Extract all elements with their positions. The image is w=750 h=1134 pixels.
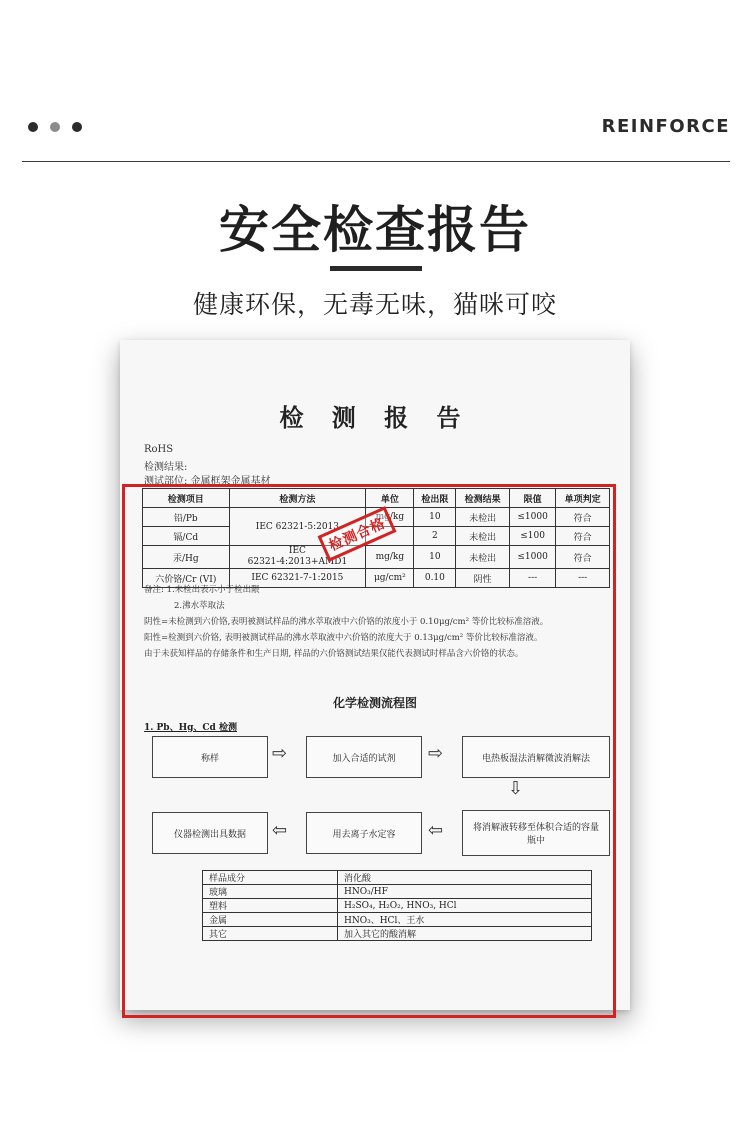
column-header: 限值	[509, 489, 555, 508]
column-header: 检测方法	[229, 489, 366, 508]
result-label: 检测结果:	[144, 462, 188, 473]
table-cell: 消化酸	[338, 871, 592, 885]
table-cell: 铅/Pb	[143, 508, 230, 527]
table-cell: ≤1000	[509, 508, 555, 527]
flow-subtitle: 1. Pb、Hg、Cd 检测	[144, 723, 237, 733]
table-cell: 未检出	[456, 508, 510, 527]
table-cell: 汞/Hg	[143, 546, 230, 569]
table-row	[203, 871, 592, 885]
table-cell: 10	[414, 546, 456, 569]
dot	[50, 122, 60, 132]
table-cell: 镉/Cd	[143, 527, 230, 546]
table-cell: 符合	[556, 508, 610, 527]
arrow-left-icon: ⇦	[272, 820, 288, 841]
table-cell: H₂SO₄, H₂O₂, HNO₃, HCl	[338, 899, 592, 913]
notes	[144, 582, 614, 662]
table-cell: HNO₃/HF	[338, 885, 592, 899]
flow-title: 化学检测流程图	[332, 696, 417, 710]
page-title: 安全检查报告	[219, 201, 531, 259]
flow-step: 仪器检测出具数据	[152, 812, 268, 854]
table-cell: 符合	[556, 527, 610, 546]
note-line: 阳性=检测到六价铬, 表明被测试样品的沸水萃取液中六价铬的浓度大于 0.13μg/cm² 等价比较标准溶液。	[144, 633, 543, 643]
table-cell: 0.10	[414, 569, 456, 588]
note-line: 由于未获知样品的存储条件和生产日期, 样品的六价铬测试结果仅能代表测试时样品含六价铬的状态。	[144, 649, 524, 659]
note-line: 阴性=未检测到六价铬,表明被测试样品的沸水萃取液中六价铬的浓度小于 0.10μg/cm² 等价比较标准溶液。	[144, 617, 549, 627]
column-header: 检测项目	[143, 489, 230, 508]
report-title: 检 测 报 告	[279, 403, 471, 432]
dot	[72, 122, 82, 132]
table-cell: 玻璃	[203, 885, 338, 899]
brand-label: REINFORCE	[601, 116, 730, 137]
acid-table	[202, 870, 592, 941]
table-cell: mg/kg	[366, 546, 414, 569]
table-cell: 金属	[203, 913, 338, 927]
table-cell: mg/kg	[366, 508, 414, 527]
method-line: 62321-4:2013+AMD1	[247, 557, 348, 567]
arrow-down-icon: ⇩	[508, 778, 524, 799]
dot	[28, 122, 38, 132]
table-cell: HNO₃、HCl、王水	[338, 913, 592, 927]
part-label: 测试部位: 金属框架金属基材	[144, 476, 271, 487]
flow-step: 称样	[152, 736, 268, 778]
table-cell: μg/cm²	[366, 569, 414, 588]
report-document	[120, 340, 630, 1010]
table-cell: 样品成分	[203, 871, 338, 885]
table-cell: 六价铬/Cr (VI)	[143, 569, 230, 588]
title-underline	[330, 266, 422, 271]
flow-step: 用去离子水定容	[306, 812, 422, 854]
table-row	[203, 913, 592, 927]
arrow-right-icon: ⇨	[428, 743, 444, 764]
table-row	[143, 546, 610, 569]
column-header: 单位	[366, 489, 414, 508]
column-header: 检出限	[414, 489, 456, 508]
divider	[22, 161, 730, 162]
column-header: 检测结果	[456, 489, 510, 508]
table-cell: ≤1000	[509, 546, 555, 569]
rohs-label: RoHS	[144, 444, 174, 455]
table-cell: 其它	[203, 927, 338, 941]
table-cell: 阴性	[456, 569, 510, 588]
table-cell: IEC 62321-5:2013	[229, 508, 366, 546]
table-cell: 未检出	[456, 546, 510, 569]
flow-step: 电热板湿法消解微波消解法	[462, 736, 610, 778]
pass-stamp: 检测合格	[318, 506, 397, 562]
flow-step: 将消解液转移至体积合适的容量瓶中	[462, 810, 610, 856]
page-subtitle: 健康环保，无毒无味，猫咪可咬	[192, 290, 557, 319]
column-header: 单项判定	[556, 489, 610, 508]
table-row	[203, 885, 592, 899]
arrow-left-icon: ⇦	[428, 820, 444, 841]
table-cell: 塑料	[203, 899, 338, 913]
table-cell: ---	[556, 569, 610, 588]
table-cell: ≤100	[509, 527, 555, 546]
table-cell: 加入其它的酸消解	[338, 927, 592, 941]
table-cell: 符合	[556, 546, 610, 569]
table-cell: ---	[509, 569, 555, 588]
table-cell: 未检出	[456, 527, 510, 546]
flow-step: 加入合适的试剂	[306, 736, 422, 778]
method-line: IEC	[288, 546, 306, 556]
top-bar	[24, 108, 730, 148]
table-cell: 10	[414, 508, 456, 527]
arrow-right-icon: ⇨	[272, 743, 288, 764]
note-line: 2.沸水萃取法	[174, 601, 225, 611]
table-cell: 2	[414, 527, 456, 546]
table-row	[203, 927, 592, 941]
table-cell: IEC 62321-7-1:2015	[229, 569, 366, 588]
table-row	[203, 899, 592, 913]
dots-icon	[28, 122, 82, 132]
note-line: 备注: 1.未检出表示小于检出限	[144, 585, 260, 595]
table-header-row	[143, 489, 610, 508]
